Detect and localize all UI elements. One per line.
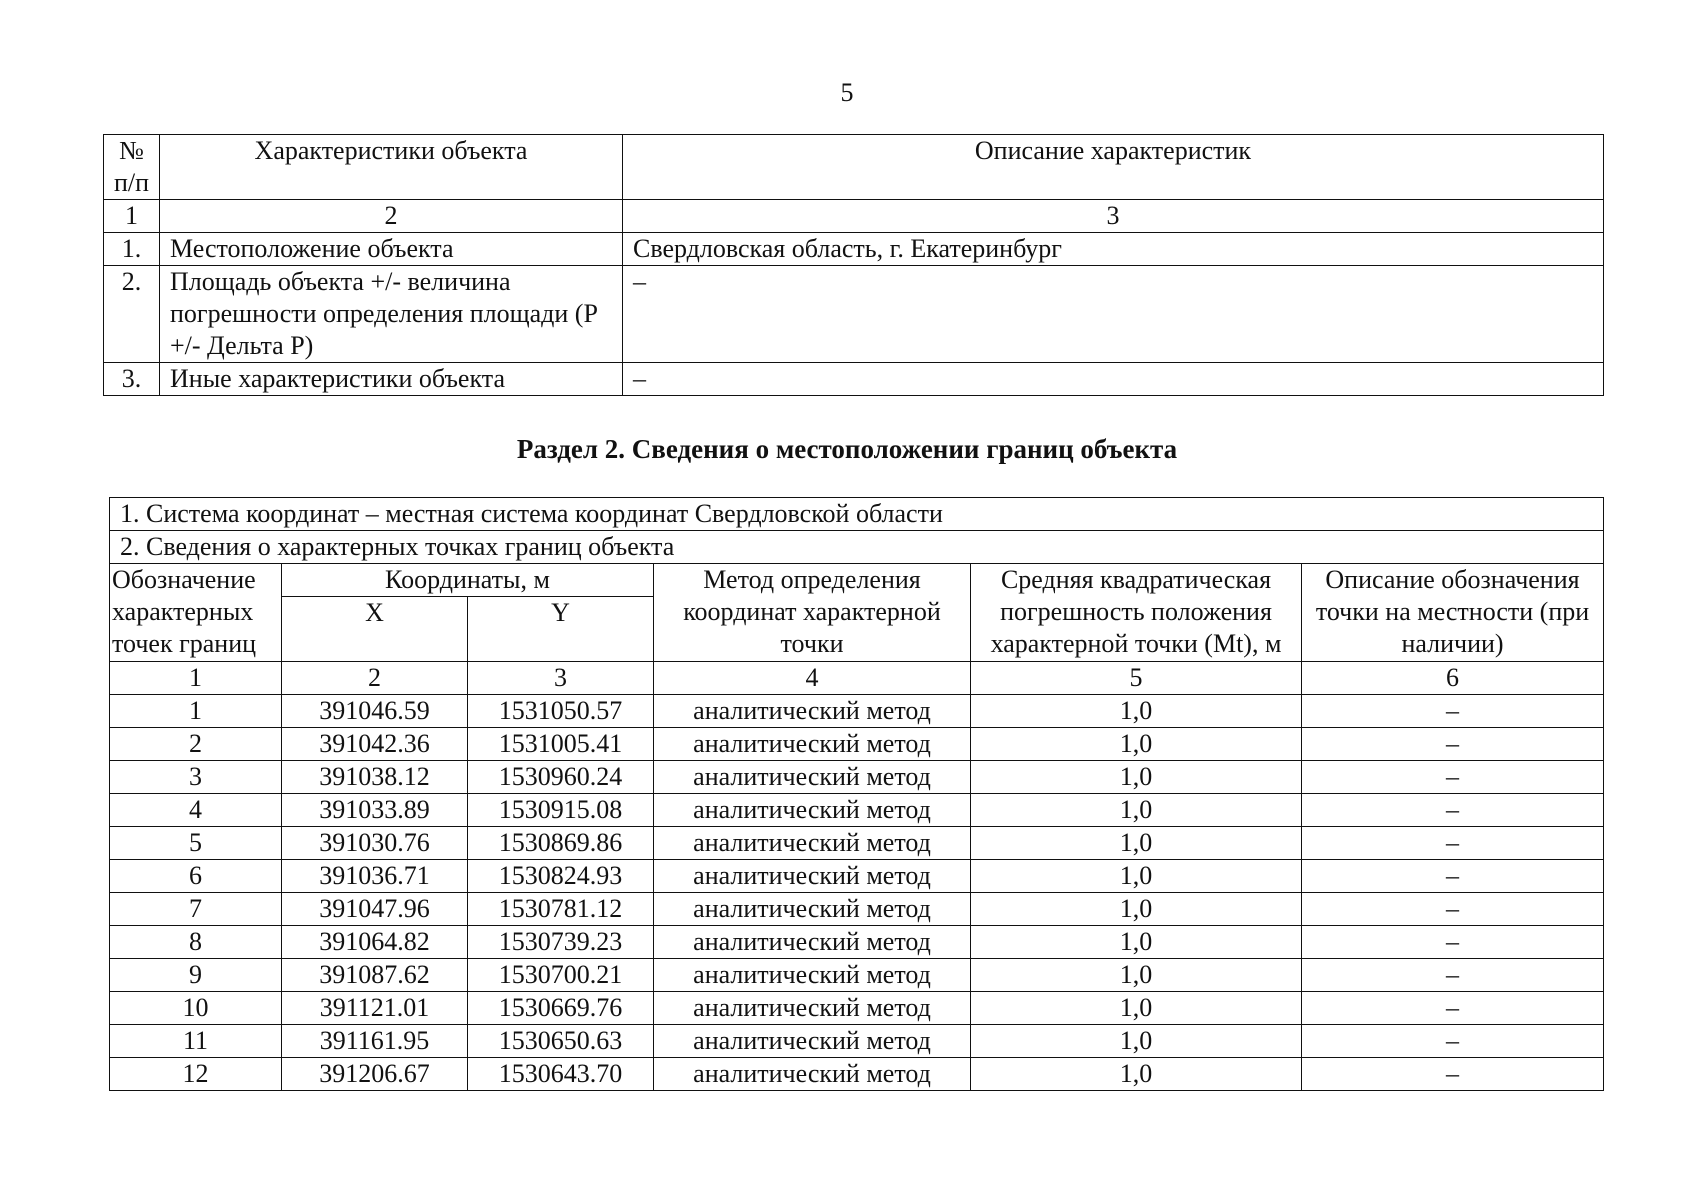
method: аналитический метод <box>654 1025 971 1058</box>
table-row <box>110 761 1604 794</box>
boundary-points-table <box>109 497 1604 1091</box>
point-desc: – <box>1302 1058 1604 1091</box>
point-id: 5 <box>110 827 282 860</box>
method: аналитический метод <box>654 1058 971 1091</box>
row-num: 1. <box>104 233 160 266</box>
point-id: 4 <box>110 794 282 827</box>
table1-header-row <box>104 135 1604 200</box>
table-row <box>110 860 1604 893</box>
coord-x: 391064.82 <box>282 926 468 959</box>
row-value: – <box>623 363 1604 396</box>
mt-error: 1,0 <box>971 926 1302 959</box>
method: аналитический метод <box>654 860 971 893</box>
point-desc: – <box>1302 1025 1604 1058</box>
table1-colnum-row <box>104 200 1604 233</box>
object-characteristics-table <box>103 134 1604 396</box>
table-row <box>110 827 1604 860</box>
row-value: – <box>623 266 1604 363</box>
row-num: 2. <box>104 266 160 363</box>
mt-error: 1,0 <box>971 1058 1302 1091</box>
coord-x: 391036.71 <box>282 860 468 893</box>
coord-x: 391206.67 <box>282 1058 468 1091</box>
header-num: № п/п <box>104 135 160 200</box>
section-title: Раздел 2. Сведения о местоположении границ объекта <box>516 434 1178 464</box>
point-id: 9 <box>110 959 282 992</box>
row-name: Иные характеристики объекта <box>160 363 623 396</box>
method: аналитический метод <box>654 992 971 1025</box>
point-id: 3 <box>110 761 282 794</box>
mt-error: 1,0 <box>971 761 1302 794</box>
coord-y: 1530869.86 <box>468 827 654 860</box>
header-x: X <box>282 597 468 662</box>
colnum-2: 2 <box>282 662 468 695</box>
colnum-1: 1 <box>104 200 160 233</box>
coord-y: 1530700.21 <box>468 959 654 992</box>
coord-y: 1530824.93 <box>468 860 654 893</box>
point-desc: – <box>1302 695 1604 728</box>
coord-x: 391047.96 <box>282 893 468 926</box>
header-point-description: Описание обозначения точки на местности (при наличии) <box>1302 564 1604 662</box>
coord-x: 391038.12 <box>282 761 468 794</box>
point-desc: – <box>1302 893 1604 926</box>
table-row <box>110 992 1604 1025</box>
point-desc: – <box>1302 959 1604 992</box>
colnum-4: 4 <box>654 662 971 695</box>
table-row <box>110 893 1604 926</box>
colnum-3: 3 <box>623 200 1604 233</box>
mt-error: 1,0 <box>971 860 1302 893</box>
points-title: 2. Сведения о характерных точках границ объекта <box>110 531 1604 564</box>
table-row <box>110 794 1604 827</box>
row-name: Площадь объекта +/- величина погрешности определения площади (P +/- Дельта P) <box>160 266 623 363</box>
method: аналитический метод <box>654 794 971 827</box>
point-desc: – <box>1302 827 1604 860</box>
method: аналитический метод <box>654 893 971 926</box>
table-row <box>110 926 1604 959</box>
coord-system: 1. Система координат – местная система координат Свердловской области <box>110 498 1604 531</box>
coord-x: 391046.59 <box>282 695 468 728</box>
point-desc: – <box>1302 992 1604 1025</box>
colnum-5: 5 <box>971 662 1302 695</box>
points-title-row <box>110 531 1604 564</box>
coord-y: 1531005.41 <box>468 728 654 761</box>
point-desc: – <box>1302 761 1604 794</box>
point-desc: – <box>1302 860 1604 893</box>
coord-y: 1530915.08 <box>468 794 654 827</box>
coord-y: 1530643.70 <box>468 1058 654 1091</box>
mt-error: 1,0 <box>971 728 1302 761</box>
header-error: Средняя квадратическая погрешность положения характерной точки (Mt), м <box>971 564 1302 662</box>
table-row <box>110 695 1604 728</box>
point-id: 11 <box>110 1025 282 1058</box>
point-id: 2 <box>110 728 282 761</box>
coord-x: 391087.62 <box>282 959 468 992</box>
table-row <box>104 363 1604 396</box>
point-id: 7 <box>110 893 282 926</box>
method: аналитический метод <box>654 827 971 860</box>
header-characteristics: Характеристики объекта <box>160 135 623 200</box>
table-row <box>110 1058 1604 1091</box>
header-coordinates: Координаты, м <box>282 564 654 597</box>
coord-y: 1530669.76 <box>468 992 654 1025</box>
point-desc: – <box>1302 728 1604 761</box>
row-name: Местоположение объекта <box>160 233 623 266</box>
mt-error: 1,0 <box>971 992 1302 1025</box>
table-row <box>110 1025 1604 1058</box>
row-num: 3. <box>104 363 160 396</box>
point-id: 10 <box>110 992 282 1025</box>
point-id: 8 <box>110 926 282 959</box>
method: аналитический метод <box>654 695 971 728</box>
method: аналитический метод <box>654 728 971 761</box>
header-y: Y <box>468 597 654 662</box>
coord-x: 391030.76 <box>282 827 468 860</box>
mt-error: 1,0 <box>971 794 1302 827</box>
coord-y: 1531050.57 <box>468 695 654 728</box>
table-row <box>110 728 1604 761</box>
table-row <box>110 959 1604 992</box>
mt-error: 1,0 <box>971 827 1302 860</box>
method: аналитический метод <box>654 761 971 794</box>
header-designation: Обозначение характерных точек границ <box>110 564 282 662</box>
mt-error: 1,0 <box>971 893 1302 926</box>
mt-error: 1,0 <box>971 695 1302 728</box>
coord-y: 1530781.12 <box>468 893 654 926</box>
table-row <box>104 233 1604 266</box>
colnum-2: 2 <box>160 200 623 233</box>
coord-x: 391121.01 <box>282 992 468 1025</box>
colnum-6: 6 <box>1302 662 1604 695</box>
mt-error: 1,0 <box>971 959 1302 992</box>
point-id: 12 <box>110 1058 282 1091</box>
point-desc: – <box>1302 926 1604 959</box>
method: аналитический метод <box>654 959 971 992</box>
colnum-1: 1 <box>110 662 282 695</box>
mt-error: 1,0 <box>971 1025 1302 1058</box>
coord-x: 391033.89 <box>282 794 468 827</box>
page-number: 5 <box>840 78 854 107</box>
coord-x: 391042.36 <box>282 728 468 761</box>
colnum-3: 3 <box>468 662 654 695</box>
coord-y: 1530650.63 <box>468 1025 654 1058</box>
coord-x: 391161.95 <box>282 1025 468 1058</box>
coord-y: 1530739.23 <box>468 926 654 959</box>
table2-header-row <box>110 564 1604 597</box>
row-value: Свердловская область, г. Екатеринбург <box>623 233 1604 266</box>
coord-y: 1530960.24 <box>468 761 654 794</box>
header-description: Описание характеристик <box>623 135 1604 200</box>
header-method: Метод определения координат характерной точки <box>654 564 971 662</box>
table2-colnum-row <box>110 662 1604 695</box>
coord-system-row <box>110 498 1604 531</box>
point-desc: – <box>1302 794 1604 827</box>
table-row <box>104 266 1604 363</box>
point-id: 6 <box>110 860 282 893</box>
method: аналитический метод <box>654 926 971 959</box>
point-id: 1 <box>110 695 282 728</box>
